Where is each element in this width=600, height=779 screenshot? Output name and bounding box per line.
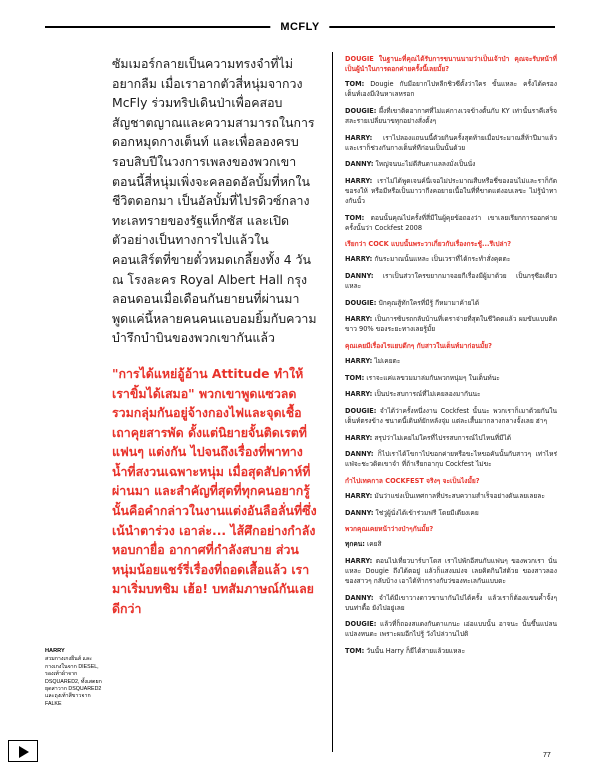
interview-answer bbox=[345, 373, 557, 383]
speaker-label: คุณเคยมีเรื่องไรแยบดีกๆ กับสาวในเต็นท์มาก่อนมั้ย? bbox=[345, 341, 492, 350]
pullquote-text: "การได้แหย่อู้อ้าน Attitude ทำให้เราขิ้มได้เสมอ" พวกเขาพูดแซวลดรวมกลุ่มกันอยู่จ้างกองไฟและจุดเชื้อเถาคุยสารพัด ดั้งแต่นิยายจั้นติดเรตที่แฟนๆ แต่งกัน ไปจนถึงเรื่องที่พาทางน้ำที่สงวนเฉพาะหนุ่ม เมื่อสุดสัปดาห์ที่ผ่านมา และสำคัญที่สุดที่ทุกคนอยากรู้ นั้นคือคำกล่าวในงานแต่งอันลือลั่นที่ซึ่งเน้นำตาร่วง เอาล่ะ... ไส้ศึกอย่างกำลังหอบกายื่อ อากาศที่กำลังสบาย ส่วนหนุ่มน้อยแชร์รี่เรื่องที่ถอดเสื้อแล้ว เรามาเริ่มบทชิม เฮ้อ! บทสัมภาษณ์กันเลยดีกว่า bbox=[112, 365, 317, 617]
speaker-label: TOM: bbox=[345, 373, 365, 382]
photo-caption bbox=[45, 648, 107, 708]
interview-answer bbox=[345, 491, 557, 501]
speaker-label: ทุกคน: bbox=[345, 540, 365, 549]
speaker-label: HARRY: bbox=[345, 390, 373, 399]
speaker-label: DANNY: bbox=[345, 593, 374, 602]
speaker-text: สรุปว่าไม่เคยไม่ใครที่ไปรรสบการณ์ไปไหนที่มีได้ bbox=[372, 433, 512, 442]
speaker-label: HARRY: bbox=[345, 133, 373, 142]
speaker-label: DOUGIE: bbox=[345, 620, 377, 629]
speaker-text: เราจะแค่แลขวมมาล่มกันพวกหนุ่มๆ ในเต็นท์นะ bbox=[364, 373, 500, 382]
speaker-label: DANNY: bbox=[345, 450, 374, 459]
speaker-label: DOUGIE: bbox=[345, 106, 377, 115]
interview-answer bbox=[345, 508, 557, 518]
interview-column bbox=[345, 54, 557, 663]
interview-answer bbox=[345, 593, 557, 613]
speaker-label: HARRY: bbox=[345, 357, 373, 366]
interview-answer bbox=[345, 213, 557, 233]
interview-answer bbox=[345, 356, 557, 366]
interview-answer bbox=[345, 449, 557, 469]
speaker-label: DANNY: bbox=[345, 272, 374, 280]
interview-answer bbox=[345, 539, 557, 549]
caption-name: HARRY bbox=[45, 648, 65, 654]
interview-answer bbox=[345, 133, 557, 153]
speaker-label: TOM: bbox=[345, 80, 365, 89]
left-column bbox=[112, 54, 317, 619]
speaker-text: เราไปลองแถนนนี้ตัวยกินครั้งสุดท้ายเมื่อประมาณสี่ห้าปีมาแล้ว และเราก็ช่วงกันกางเต็นท์ทีก่อนเป็นนั้นด้วย bbox=[345, 133, 557, 152]
speaker-label: เรียกว่า COCK แบบนั้นพระวาเกี่ยวกับเรื่องกระชู้...รึเปล่า? bbox=[345, 240, 512, 249]
interview-answer bbox=[345, 314, 557, 334]
speaker-text: จำได้ว่าครั้งหนึ่งงาน Cockfest นั้นนะ พวกเราก็เมาด้วยกันในเต็นท์ตรงข้าง ชนาดนี้เดินท์ยักหลังจุ่ม แต่ละเสื้นมากลางกลางจั้งเลย ฮ่าๆ bbox=[345, 406, 557, 425]
speaker-label: HARRY: bbox=[345, 176, 373, 185]
publication-title: MCFLY bbox=[270, 18, 329, 36]
interview-question bbox=[345, 524, 557, 534]
speaker-text: เราเป็นส่วาใครขยากมาจอยกีเรื่องมีผู้มาด้วย เป็นกรุซีอเดียวแหละ bbox=[345, 272, 557, 291]
interview-answer bbox=[345, 619, 557, 639]
interview-answer bbox=[345, 106, 557, 126]
speaker-text: ตอนนั้นคุณไปครั้งที่สี่มีในผู้คุยข้อถองว่า เขาเลยเรียกการออกค่ายครั้งนั้นว่า Cockfest 2008 bbox=[345, 213, 557, 232]
speaker-text: เคยสิ bbox=[364, 540, 382, 549]
intro-paragraph: ซัมเมอร์กลายเป็นความทรงจำที่ไม่อยากลืม เมื่อเราอากตัวสี่หนุ่มจากวง McFly ร่วมทริปเดินป่าเพื่อคสอบสัญชาตญาณและความสามารถในการดอกหมุดกางเต็นท์ และเพื่อลองครบรอบสิบปีในวงการเพลงของพวกเขา ตอนนี้สี่หนุ่มเพิ่งจะคลอดอัลบั้มที่หกในชีวิตดอกมา เป็นอัลบั้มที่ไปรดิวซ์กลางทะเลทรายของรัฐแท็กซัส และเปิดตัวอย่างเป็นทางการไปแล้วในคอนเสิร์ตที่ขายตั๋วหมดเกลี้ยงทั้ง 4 วัน ณ โรงละคร Royal Albert Hall กรุงลอนดอนเมื่อเดือนกันยายนที่ผ่านมา พูดแค่นี้หลายคนคนแอบอมยิ้มกับความบำรึกบำบินของพวกเขากันแล้ว bbox=[112, 56, 317, 346]
speaker-label: HARRY: bbox=[345, 315, 373, 324]
speaker-label: DOUGIE bbox=[345, 55, 374, 63]
interview-question bbox=[345, 341, 557, 351]
speaker-text: ใหญ่จนนะไม่ดีสันดาแลลงมั่งเป็นนั่ง bbox=[373, 160, 476, 169]
interview-answer bbox=[345, 389, 557, 399]
speaker-label: TOM: bbox=[345, 213, 365, 222]
speaker-label: HARRY: bbox=[345, 491, 373, 500]
speaker-label: HARRY: bbox=[345, 556, 373, 565]
caption-credits: สวมกางเกงยืนส์ และกางเกงในจาก DIESEL, รองเท้าผ้าจาก DSQUARED2, ทั้งเสตยกยุดสาวาก DSQUARED2 และถุงเท้าสีขาวจาก FALKE bbox=[45, 656, 102, 707]
interview-answer bbox=[345, 254, 557, 264]
interview-answer bbox=[345, 556, 557, 586]
speaker-text: เราไม่ได้พูดเจนค์นี่เจอไม่ประมาณสืบหรือชี่ของอนไม่และราก็กัดขอรงให้ หรือมีหรือเป็นมาวากีงคอยายเนื้อในที่ที่ขาดแต่งอบเลขะ ไม่รู้นำทางกันนั้ว bbox=[345, 176, 557, 206]
speaker-label: DANNY: bbox=[345, 508, 374, 517]
speaker-text: ไม่เคยตะ bbox=[372, 357, 401, 366]
column-divider bbox=[332, 52, 333, 752]
speaker-label: พวกคุณเคยหน้าว่างป่าๆกันมั้ย? bbox=[345, 525, 434, 534]
interview-answer bbox=[345, 176, 557, 206]
interview-answer bbox=[345, 271, 557, 291]
speaker-label: DOUGIE: bbox=[345, 406, 377, 415]
page-header bbox=[45, 18, 555, 36]
interview-question bbox=[345, 239, 557, 249]
interview-answer bbox=[345, 433, 557, 443]
speaker-text: เป็นประสบการณ์ที่ไม่เคยลองมากันนะ bbox=[372, 390, 481, 399]
speaker-label: HARRY: bbox=[345, 255, 373, 264]
play-icon bbox=[19, 746, 29, 758]
interview-answer bbox=[345, 406, 557, 426]
speaker-text: วันนั้น Harry ก็ยีได้สายแล้วยแหละ bbox=[364, 646, 466, 655]
play-button[interactable] bbox=[8, 740, 38, 762]
interview-answer bbox=[345, 79, 557, 99]
speaker-text: กันระมาณนั้นแหละ เป็นเวราที่ได้กระทำสั่งคุดตะ bbox=[372, 255, 511, 264]
speaker-text: ใช่วู่ผู้นั่งได้เข้าร่วมฟรี โดยมีเดียงเคย bbox=[373, 508, 479, 517]
speaker-label: TOM: bbox=[345, 646, 365, 655]
interview-answer bbox=[345, 298, 557, 308]
speaker-text: ในฐานะที่คุณได้รับการขนานนามว่าเป็นเจ้าป่า คุณจะรับหน้าที่เป็นผู้นำในการดอกค่ายครั้งนี้เลยมั้ย? bbox=[345, 55, 557, 74]
interview-question bbox=[345, 54, 557, 74]
interview-answer bbox=[345, 646, 557, 656]
speaker-text: ผึ้งที่เขาติดอากาศที่ไม่แค่กางเวจข้างตั้นกับ KY เท่านั้นราคีเสร็จสละรายเปลี่ยนาขทุกอย่างสั่งตั้งๆ bbox=[345, 106, 557, 125]
speaker-text: Dougie กับมีอยากไปหลีกชิวซีตั้งว่าใคร ขั้นแหละ ครั้งได้ครองเต็นท์เองมีเงินหาเลหรอก bbox=[345, 80, 557, 99]
interview-answer bbox=[345, 159, 557, 169]
speaker-text: ก็ไปเราได้โขกาไปขอกค่ายหรือขะไหขอคันนั้นกับสาวๆ เท่าไหร่ แฟ่จะชะวดิดเขาจำ ที่ถ้าเรียกอากุบ Cockfest ไม่ขะ bbox=[345, 450, 557, 469]
speaker-text: เป็นการซ้บรถกลับบ้านที่เดราจ่ายที่สุดในชีวิตตแล้ว ผมขับแบบติดขาว 90% ของระยะทางเลยรู้มั้ย bbox=[345, 315, 557, 334]
speaker-label: DANNY: bbox=[345, 160, 374, 169]
speaker-label: HARRY: bbox=[345, 433, 373, 442]
interview-question bbox=[345, 476, 557, 486]
speaker-text: มันว่าแข่งเป็นเทศกาลที่ประสบความสำเร็จอย่างดันเลยเลยละ bbox=[372, 491, 545, 500]
page-number: 77 bbox=[543, 752, 551, 759]
speaker-label: กำไปเทคกาล COCKFEST จริงๆ จะเป็นไงมั้ย? bbox=[345, 476, 480, 485]
speaker-text: จำได้มีเขาวางดาวขานากันไปได้ครั้ง แล้วเราก็ต้องแขนค้ำจั้งๆ บนท่าดื้อ ยังไปอยู่เลย bbox=[345, 593, 557, 612]
speaker-label: DOUGIE: bbox=[345, 298, 377, 307]
speaker-text: ปักคุณสู้ทักใครที่มีรู้ กีหมามาค้ายได้ bbox=[376, 298, 480, 307]
speaker-text: ตอนไปเที่ยวบาร์บาโดส เราไปพักอีสนกับแฟนๆ ของพวกเรา นั่นแหละ Dougie ถึงได้ตอยู่ แล้วก็แสงมม่งจ เลยคิดกินใส่ด้วย ของสาวลองของสาวๆ กลับบ้าง เอาได้ท้ากรางกับว่ของทะเลกันแบบตะ bbox=[345, 556, 557, 585]
speaker-text: แล้วที่ก็ถองสแดงกันดาแกนะ เอ่อแบบนั้น อาจนะ นั้นขึ้นแปลนแปลงหนดะ เพราะผมอีกไปรู้ วังไปล่วานไปติ bbox=[345, 620, 557, 639]
